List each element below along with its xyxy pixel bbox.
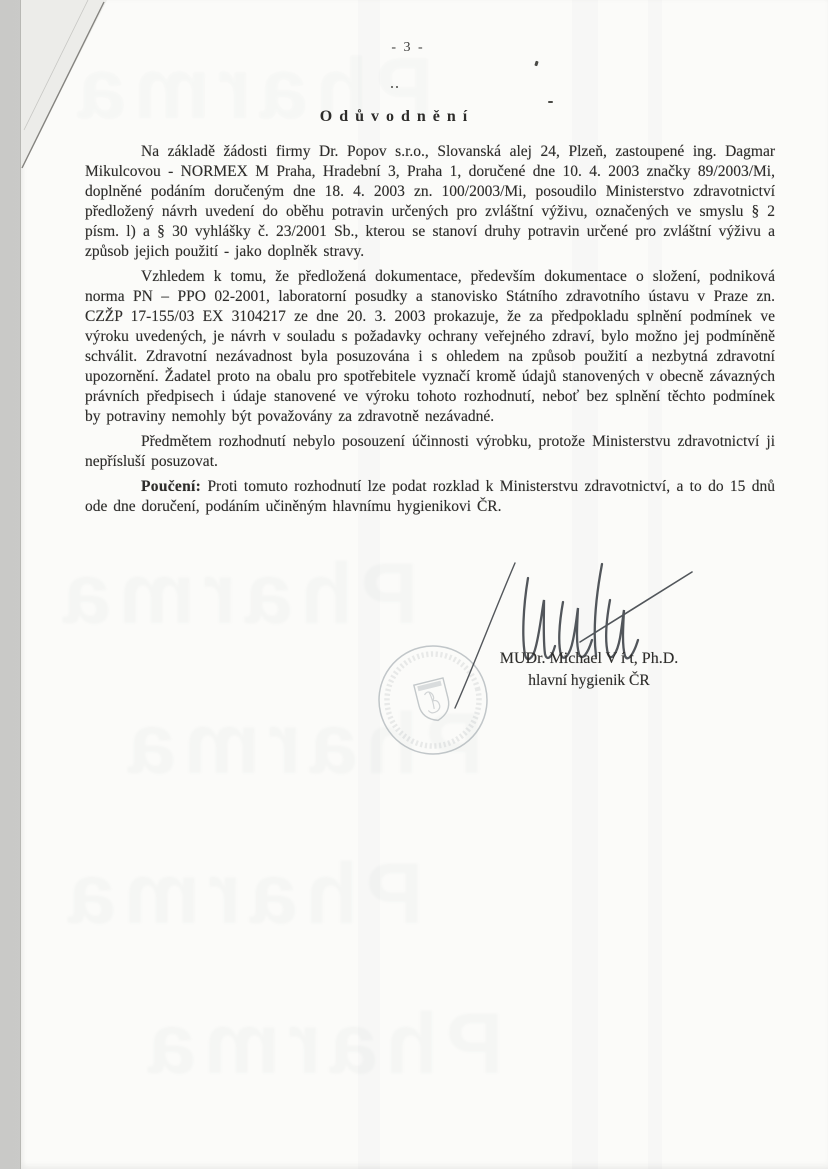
signatory-title: hlavní hygienik ČR [528, 672, 650, 689]
scan-speck [548, 101, 553, 103]
bleed-through-watermark [140, 995, 504, 1094]
notice-text: Proti tomuto rozhodnutí lze podat rozklad k Ministerstvu zdravotnictví, a to do 15 dnů ode dne doručení, podáním učiněným hlavnímu hygienikovi ČR. [85, 478, 775, 515]
scan-speck [391, 86, 393, 88]
document-body [85, 142, 775, 522]
handwritten-signature [430, 550, 710, 725]
paragraph-appeal-notice [85, 477, 775, 517]
page-number: - 3 - [391, 40, 425, 55]
notice-label: Poučení: [141, 478, 202, 495]
scan-speck [396, 86, 398, 88]
paragraph-assessment: Vzhledem k tomu, že předložená dokumentace, především dokumentace o složení, podniková norma PN – PPO 02-2001, laboratorní posudky a stanovisko Státního zdravotního ústavu v Praze zn. CZŽP 17-155/03 EX 3104217 ze dne 20. 3. 2003 prokazuje, že za předpokladu splnění podmínek ve výroku uvedených, je návrh v souladu s požadavky ochrany veřejného zdraví, bylo možno jej podmíněně schválit. Zdravotní nezávadnost byla posuzována i s ohledem na způsob použití a nezbytná zdravotní upozornění. Žadatel proto na obalu pro spotřebitele vyznačí kromě údajů stanovených v obecně závazných právních předpisech i údaje stanovené ve výroku tohoto rozhodnutí, neboť bez splnění těchto podmínek by potraviny nemohly být považovány za zdravotně nezávadné. [85, 268, 775, 425]
signatory-name: MUDr. Michael V í t, Ph.D. [499, 650, 679, 667]
paragraph-efficacy-note: Předmětem rozhodnutí nebylo posouzení účinnosti výrobku, protože Ministerstvu zdravotnictví ji nepřísluší posuzovat. [85, 433, 775, 470]
document-heading: Odůvodnění [319, 108, 475, 125]
paragraph-basis-of-request: Na základě žádosti firmy Dr. Popov s.r.o., Slovanská alej 24, Plzeň, zastoupené ing. Dagmar Mikulcovou - NORMEX M Praha, Hradební 3, Praha 1, doručené dne 10. 4. 2003 značky 89/2003/Mi, doplněné podáním doručeným dne 18. 4. 2003 zn. 100/2003/Mi, posoudilo Ministerstvo zdravotnictví předložený návrh uvedení do oběhu potravin určených pro zvláštní výživu, označených ve smyslu § 2 písm. l) a § 30 vyhlášky č. 23/2001 Sb., kterou se stanoví druhy potravin určené pro zvláštní výživu a způsob jejich použití - jako doplněk stravy. [85, 143, 775, 260]
